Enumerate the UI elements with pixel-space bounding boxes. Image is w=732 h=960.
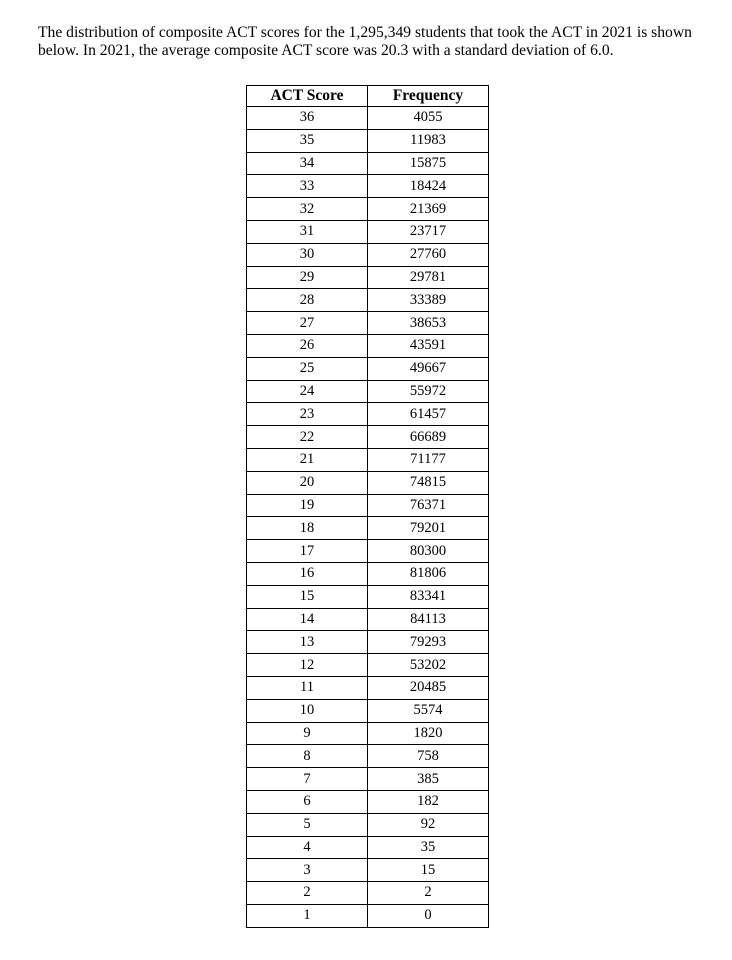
- act-score-cell: 21: [247, 448, 368, 471]
- table-row: [247, 540, 489, 563]
- act-score-cell: 6: [247, 790, 368, 813]
- act-score-cell: 3: [247, 859, 368, 882]
- table-row: [247, 334, 489, 357]
- table-row: [247, 562, 489, 585]
- act-score-cell: 36: [247, 107, 368, 130]
- act-score-cell: 28: [247, 289, 368, 312]
- act-score-cell: 19: [247, 494, 368, 517]
- frequency-cell: 79201: [368, 517, 489, 540]
- frequency-cell: 61457: [368, 403, 489, 426]
- table-row: [247, 152, 489, 175]
- table-row: [247, 198, 489, 221]
- act-score-cell: 22: [247, 426, 368, 449]
- frequency-cell: 80300: [368, 540, 489, 563]
- act-score-cell: 15: [247, 585, 368, 608]
- frequency-cell: 4055: [368, 107, 489, 130]
- act-score-cell: 12: [247, 654, 368, 677]
- act-score-cell: 11: [247, 676, 368, 699]
- frequency-cell: 758: [368, 745, 489, 768]
- frequency-cell: 27760: [368, 243, 489, 266]
- act-score-cell: 20: [247, 471, 368, 494]
- frequency-cell: 83341: [368, 585, 489, 608]
- frequency-cell: 15: [368, 859, 489, 882]
- frequency-cell: 29781: [368, 266, 489, 289]
- table-row: [247, 403, 489, 426]
- act-score-cell: 32: [247, 198, 368, 221]
- table-row: [247, 676, 489, 699]
- act-score-cell: 25: [247, 357, 368, 380]
- act-score-cell: 17: [247, 540, 368, 563]
- table-row: [247, 266, 489, 289]
- header-frequency: Frequency: [368, 86, 489, 107]
- frequency-cell: 15875: [368, 152, 489, 175]
- table-row: [247, 768, 489, 791]
- table-row: [247, 129, 489, 152]
- frequency-cell: 182: [368, 790, 489, 813]
- frequency-cell: 11983: [368, 129, 489, 152]
- frequency-cell: 35: [368, 836, 489, 859]
- table-row: [247, 471, 489, 494]
- table-row: [247, 608, 489, 631]
- frequency-cell: 79293: [368, 631, 489, 654]
- table-row: [247, 107, 489, 130]
- table-row: [247, 220, 489, 243]
- table-row: [247, 631, 489, 654]
- frequency-cell: 21369: [368, 198, 489, 221]
- act-score-cell: 8: [247, 745, 368, 768]
- frequency-cell: 0: [368, 904, 489, 927]
- act-score-table-container: [246, 85, 489, 928]
- frequency-cell: 76371: [368, 494, 489, 517]
- table-row: [247, 654, 489, 677]
- act-score-cell: 26: [247, 334, 368, 357]
- table-row: [247, 380, 489, 403]
- table-row: [247, 448, 489, 471]
- header-act-score: ACT Score: [247, 86, 368, 107]
- frequency-cell: 71177: [368, 448, 489, 471]
- frequency-cell: 53202: [368, 654, 489, 677]
- act-score-cell: 27: [247, 312, 368, 335]
- table-row: [247, 836, 489, 859]
- act-score-cell: 29: [247, 266, 368, 289]
- frequency-cell: 38653: [368, 312, 489, 335]
- frequency-cell: 84113: [368, 608, 489, 631]
- frequency-cell: 33389: [368, 289, 489, 312]
- act-score-cell: 10: [247, 699, 368, 722]
- frequency-cell: 20485: [368, 676, 489, 699]
- table-body: [247, 107, 489, 928]
- act-score-cell: 5: [247, 813, 368, 836]
- act-score-cell: 13: [247, 631, 368, 654]
- frequency-cell: 66689: [368, 426, 489, 449]
- table-row: [247, 745, 489, 768]
- intro-paragraph: The distribution of composite ACT scores for the 1,295,349 students that took the ACT in 2021 is shown below. In 2021, the average composite ACT score was 20.3 with a standard deviation of 6.0.: [38, 24, 692, 59]
- table-row: [247, 289, 489, 312]
- act-score-cell: 2: [247, 882, 368, 905]
- table-header-row: [247, 86, 489, 107]
- act-score-cell: 23: [247, 403, 368, 426]
- act-score-cell: 35: [247, 129, 368, 152]
- act-score-cell: 33: [247, 175, 368, 198]
- frequency-cell: 23717: [368, 220, 489, 243]
- table-row: [247, 585, 489, 608]
- frequency-cell: 81806: [368, 562, 489, 585]
- frequency-cell: 1820: [368, 722, 489, 745]
- frequency-cell: 49667: [368, 357, 489, 380]
- table-row: [247, 494, 489, 517]
- act-score-cell: 34: [247, 152, 368, 175]
- frequency-cell: 74815: [368, 471, 489, 494]
- table-row: [247, 790, 489, 813]
- table-row: [247, 243, 489, 266]
- frequency-cell: 2: [368, 882, 489, 905]
- frequency-cell: 5574: [368, 699, 489, 722]
- frequency-cell: 385: [368, 768, 489, 791]
- act-score-cell: 7: [247, 768, 368, 791]
- act-score-frequency-table: [246, 85, 489, 928]
- table-row: [247, 312, 489, 335]
- act-score-cell: 4: [247, 836, 368, 859]
- table-row: [247, 426, 489, 449]
- table-row: [247, 904, 489, 927]
- act-score-cell: 24: [247, 380, 368, 403]
- table-row: [247, 357, 489, 380]
- act-score-cell: 9: [247, 722, 368, 745]
- act-score-cell: 31: [247, 220, 368, 243]
- table-row: [247, 882, 489, 905]
- act-score-cell: 16: [247, 562, 368, 585]
- frequency-cell: 43591: [368, 334, 489, 357]
- table-row: [247, 722, 489, 745]
- table-row: [247, 813, 489, 836]
- act-score-cell: 14: [247, 608, 368, 631]
- table-row: [247, 859, 489, 882]
- frequency-cell: 18424: [368, 175, 489, 198]
- table-row: [247, 699, 489, 722]
- table-row: [247, 517, 489, 540]
- act-score-cell: 18: [247, 517, 368, 540]
- frequency-cell: 92: [368, 813, 489, 836]
- act-score-cell: 1: [247, 904, 368, 927]
- frequency-cell: 55972: [368, 380, 489, 403]
- table-row: [247, 175, 489, 198]
- act-score-cell: 30: [247, 243, 368, 266]
